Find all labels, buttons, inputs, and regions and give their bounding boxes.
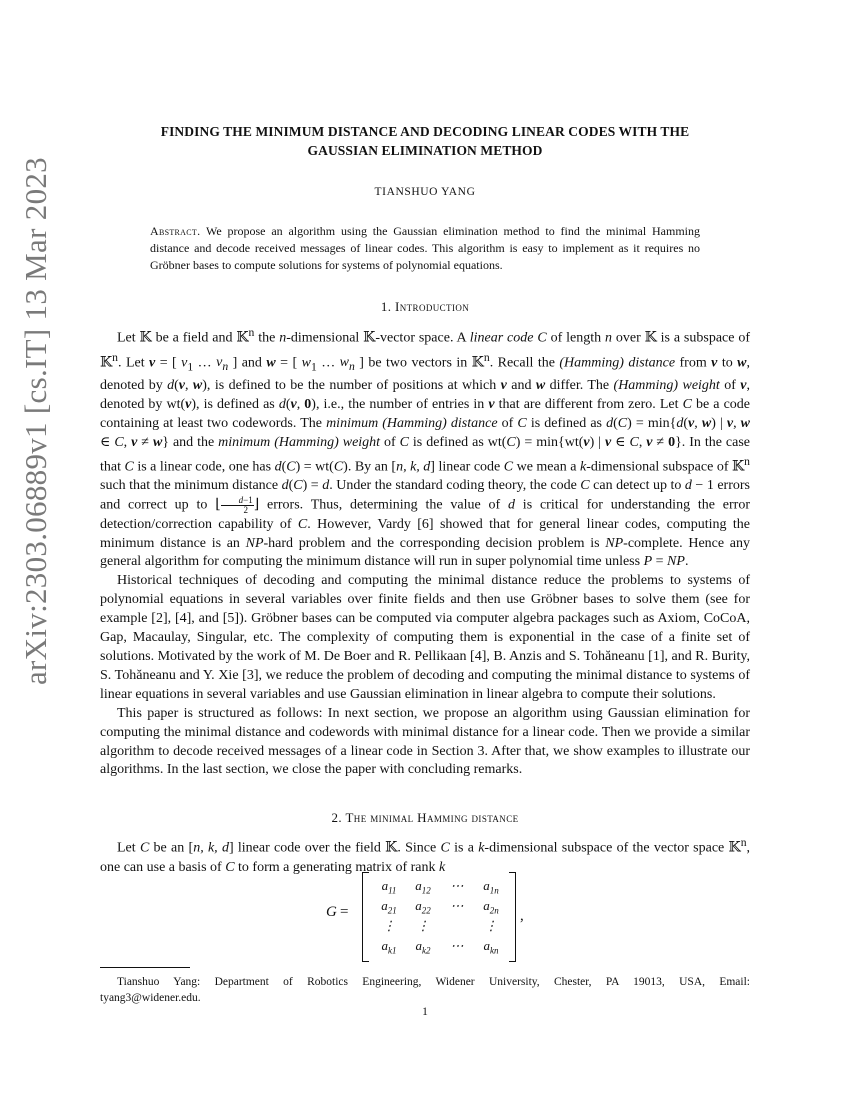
intro-body	[100, 324, 750, 780]
author: TIANSHUO YANG	[374, 186, 476, 198]
matrix-cell: $a_{k1}$	[381, 938, 397, 956]
intro-paragraph-2: Historical techniques of decoding and computing the minimal distance reduce the problems to systems of polynomial equations in several variables over finite fields and then use Gröbner bases to solve them (see for example [2], [4], and [5]). Gröbner bases can be computed via computer algebra packages such as Axiom, CoCoA, Gap, Macaulay, Singular, etc. The complexity of computing them is exponential in the case of a finite set of solutions. Motivated by the work of M. De Boer and R. Pellikaan [4], B. Anzis and S. Tohăneanu [1], and R. Burity, S. Tohăneanu and Y. Xie [3], we reduce the problem of decoding and computing the minimal distance to systems of linear equations in several variables and use Gaussian elimination in linear algebra to compute their solutions.	[100, 573, 750, 702]
matrix-body	[362, 872, 516, 960]
matrix-cell: $a_{22}$	[415, 898, 431, 916]
matrix-cell: $a_{1n}$	[483, 878, 499, 896]
abstract	[150, 223, 700, 275]
matrix-cell: $a_{k2}$	[415, 938, 431, 956]
page-number: 1	[422, 1006, 428, 1018]
paper-title	[100, 122, 750, 160]
footnote-rule	[100, 967, 190, 968]
matrix-row	[372, 916, 508, 936]
matrix-cell: ⋯	[450, 878, 464, 893]
matrix-cell: ⋮	[484, 918, 498, 933]
section-heading-hamming: 2. The minimal Hamming distance	[331, 810, 519, 825]
matrix-row	[372, 896, 508, 916]
matrix-cell	[440, 916, 474, 936]
matrix-row	[372, 876, 508, 896]
title-line-2: GAUSSIAN ELIMINATION METHOD	[307, 143, 543, 158]
matrix-cell: $a_{11}$	[381, 878, 397, 896]
intro-paragraph-3: This paper is structured as follows: In next section, we propose an algorithm using Gaussian elimination for computing the minimal distance and codewords with minimal distance for a linear code. Then we provide a similar algorithm to decode received messages of a linear code in Section 3. After that, we show examples to illustrate our algorithms. In the last section, we close the paper with concluding remarks.	[100, 705, 750, 778]
arxiv-stamp: arXiv:2303.06889v1 [cs.IT] 13 Mar 2023	[18, 157, 53, 685]
left-bracket	[362, 872, 369, 962]
matrix-cell: ⋮	[382, 918, 396, 933]
intro-paragraph-1: Let 𝕂 be a field and 𝕂$^n$ the n-dimensional 𝕂-vector space. A linear code C of length n over 𝕂 is a subspace of 𝕂$^n$. Let v = [ $v_1$ … $v_n$ ] and w = [ $w_1$ … $w_n$ ] be two vectors in 𝕂$^n$. Recall the (Hamming) distance from v to w, denoted by d(v, w), is defined to be the number of positions at which v and w differ. The (Hamming) weight of v, denoted by wt(v), is defined as d(v, 0), i.e., the number of entries in v that are different from zero. Let C be a code containing at least two codewords. The minimum (Hamming) distance of C is defined as d(C) = min{d(v, w) | v, w ∈ C, v ≠ w} and the minimum (Hamming) weight of C is defined as wt(C) = min{wt(v) | v ∈ C, v ≠ 0}. In the case that C is a linear code, one has d(C) = wt(C). By an [n, k, d] linear code C we mean a k-dimensional subspace of 𝕂$^n$ such that the minimum distance d(C) = d. Under the standard coding theory, the code C can detect up to d − 1 errors and correct up to ⌊ $\frac{d-1}{2}$ ⌋ errors. Thus, determining the value of d is critical for understanding the error detection/correction capability of C. However, Vardy [6] showed that for general linear codes, computing the minimum distance is an NP-hard problem and the corresponding decision problem is NP-complete. Hence any general algorithm for computing the minimum distance will run in super polynomial time unless P = NP.	[100, 326, 751, 570]
matrix-cell: $a_{12}$	[415, 878, 431, 896]
footnote-email[interactable]: tyang3@widener.edu.	[100, 992, 201, 1004]
matrix-cell: $a_{kn}$	[483, 938, 499, 956]
matrix-row	[372, 936, 508, 956]
matrix-comma: ,	[520, 908, 524, 924]
matrix-cell: ⋯	[450, 898, 464, 913]
matrix-cell: $a_{2n}$	[483, 898, 499, 916]
matrix-equals: =	[340, 904, 349, 920]
matrix-cell: ⋯	[450, 938, 464, 953]
matrix-name: G	[326, 904, 337, 920]
section2-paragraph-1: Let C be an [n, k, d] linear code over the field 𝕂. Since C is a k-dimensional subspace of the vector space 𝕂$^n$, one can use a basis of C to form a generating matrix of rank k	[100, 836, 751, 875]
footnote	[100, 974, 750, 1006]
section-heading-intro: 1. Introduction	[380, 299, 470, 314]
abstract-text: We propose an algorithm using the Gaussian elimination method to find the minimal Hamming distance and decode received messages of linear codes. This algorithm is easy to implement as it requires no Gröbner bases to compute solutions for systems of polynomial equations.	[150, 224, 700, 273]
abstract-label: Abstract.	[150, 224, 201, 238]
footnote-text: Tianshuo Yang: Department of Robotics Engineering, Widener University, Chester, PA 19013, USA, Email:	[117, 976, 750, 988]
generator-matrix	[322, 870, 552, 962]
title-line-1: FINDING THE MINIMUM DISTANCE AND DECODING LINEAR CODES WITH THE	[160, 124, 690, 139]
matrix-cells	[372, 876, 508, 956]
right-bracket	[509, 872, 516, 962]
matrix-cell: ⋮	[416, 918, 430, 933]
matrix-cell: $a_{21}$	[381, 898, 397, 916]
